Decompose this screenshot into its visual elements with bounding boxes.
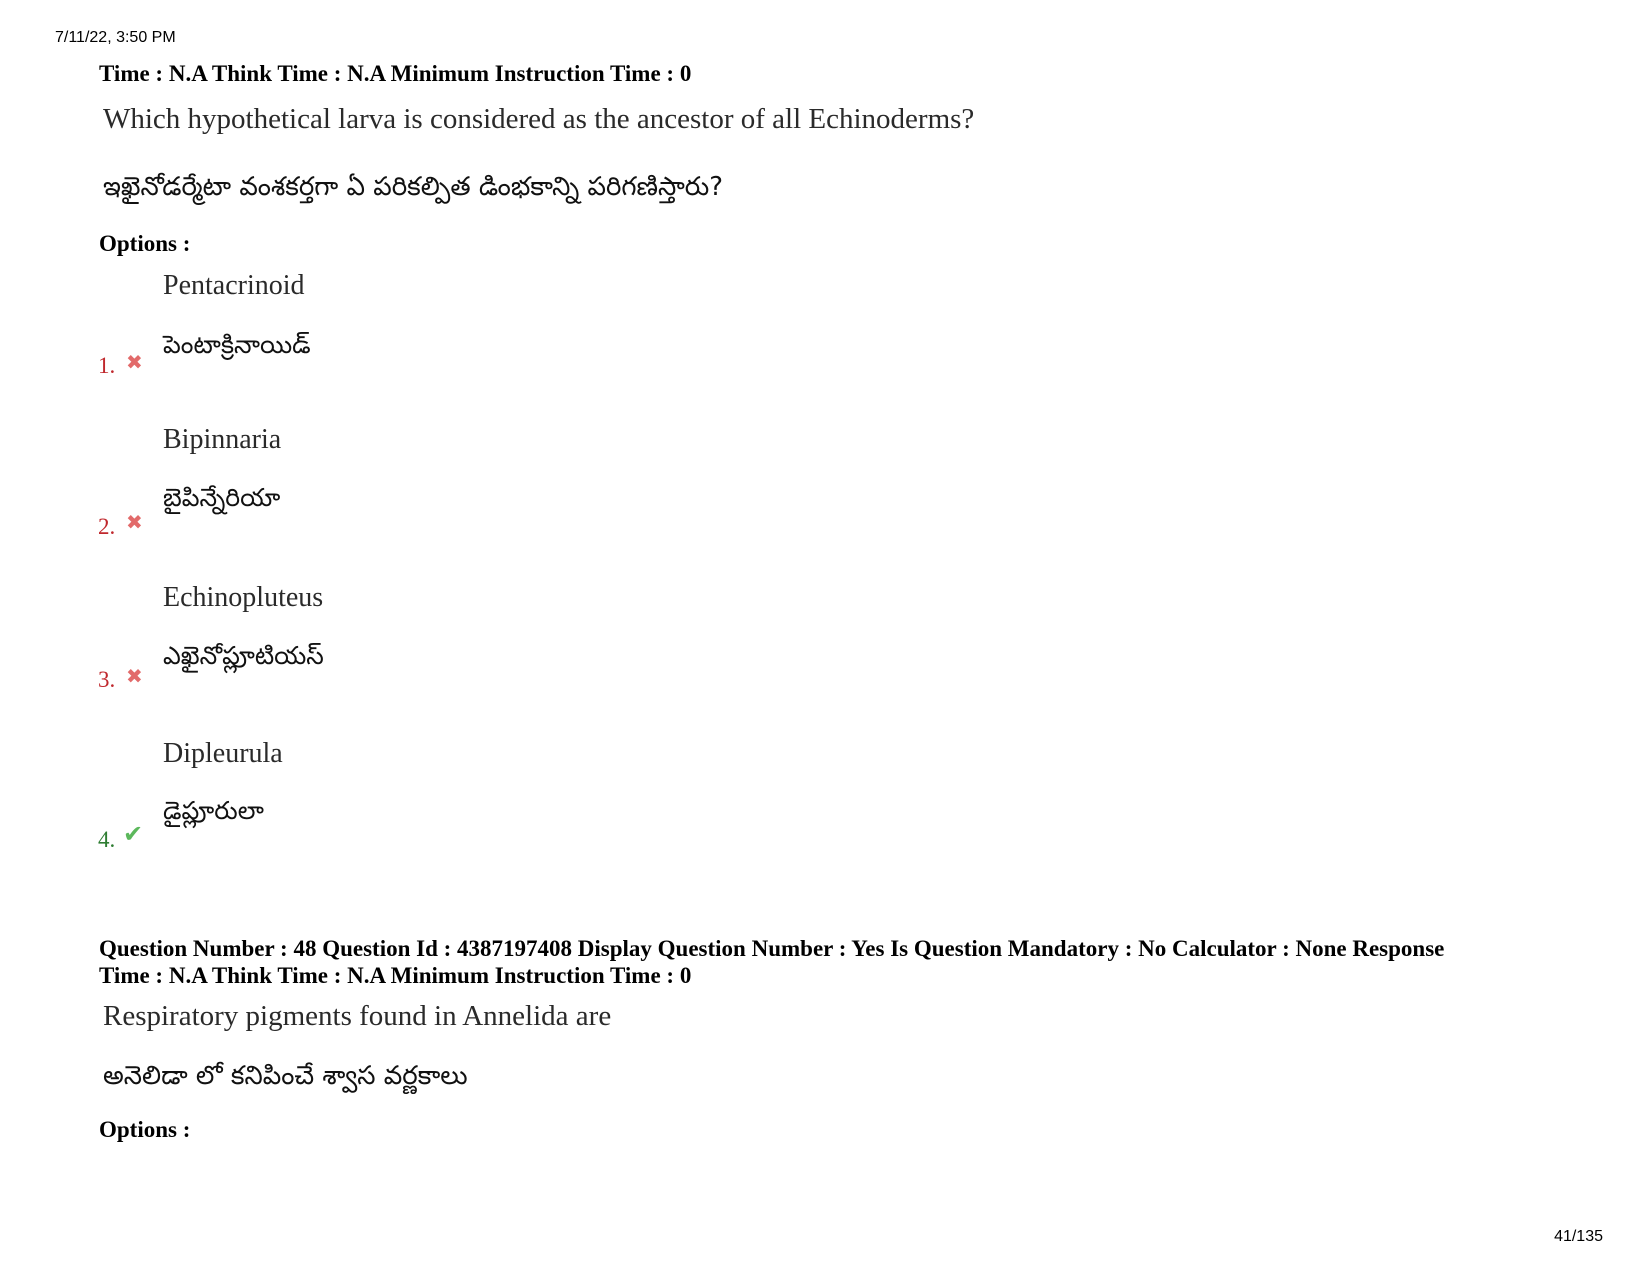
question-meta-line: Question Number : 48 Question Id : 4387197408 Display Question Number : Yes Is Question Mandatory : No Calculator : None Response xyxy=(99,936,1445,961)
option-3-number: 3. xyxy=(98,667,116,692)
option-4-text-english: Dipleurula xyxy=(163,738,283,769)
question-meta-line: Time : N.A Think Time : N.A Minimum Instruction Time : 0 xyxy=(99,963,692,988)
question-text-english: Respiratory pigments found in Annelida are xyxy=(103,1000,612,1032)
check-icon: ✔ xyxy=(123,820,144,848)
option-1-text-english: Pentacrinoid xyxy=(163,270,305,301)
cross-icon: ✖ xyxy=(126,510,143,534)
option-2-text-english: Bipinnaria xyxy=(163,424,282,455)
option-4-number: 4. xyxy=(98,827,116,852)
option-1-number: 1. xyxy=(98,353,116,378)
option-1-text-telugu: పెంటాక్రినాయిడ్ xyxy=(163,330,311,359)
cross-icon: ✖ xyxy=(126,664,143,688)
options-label: Options : xyxy=(99,1117,191,1142)
option-3-text-telugu: ఎఖైనోప్లూటియస్ xyxy=(163,641,324,670)
question-text-english: Which hypothetical larva is considered as the ancestor of all Echinoderms? xyxy=(103,103,975,135)
print-timestamp: 7/11/22, 3:50 PM xyxy=(55,29,176,46)
option-2-text-telugu: బైపిన్నేరియా xyxy=(163,483,281,512)
options-label: Options : xyxy=(99,231,191,256)
option-2-number: 2. xyxy=(98,514,116,539)
option-4-text-telugu: డైప్లూరులా xyxy=(163,796,264,825)
question-meta-line: Time : N.A Think Time : N.A Minimum Instruction Time : 0 xyxy=(99,61,692,86)
cross-icon: ✖ xyxy=(126,350,143,374)
option-3-text-english: Echinopluteus xyxy=(163,582,324,613)
question-text-telugu: ఇఖైనోడర్మేటా వంశకర్తగా ఏ పరికల్పిత డింభకాన్ని పరిగణిస్తారు? xyxy=(103,172,724,202)
question-text-telugu: అనెలిడా లో కనిపించే శ్వాస వర్ణకాలు xyxy=(103,1061,468,1091)
page-number: 41/135 xyxy=(1554,1228,1603,1245)
